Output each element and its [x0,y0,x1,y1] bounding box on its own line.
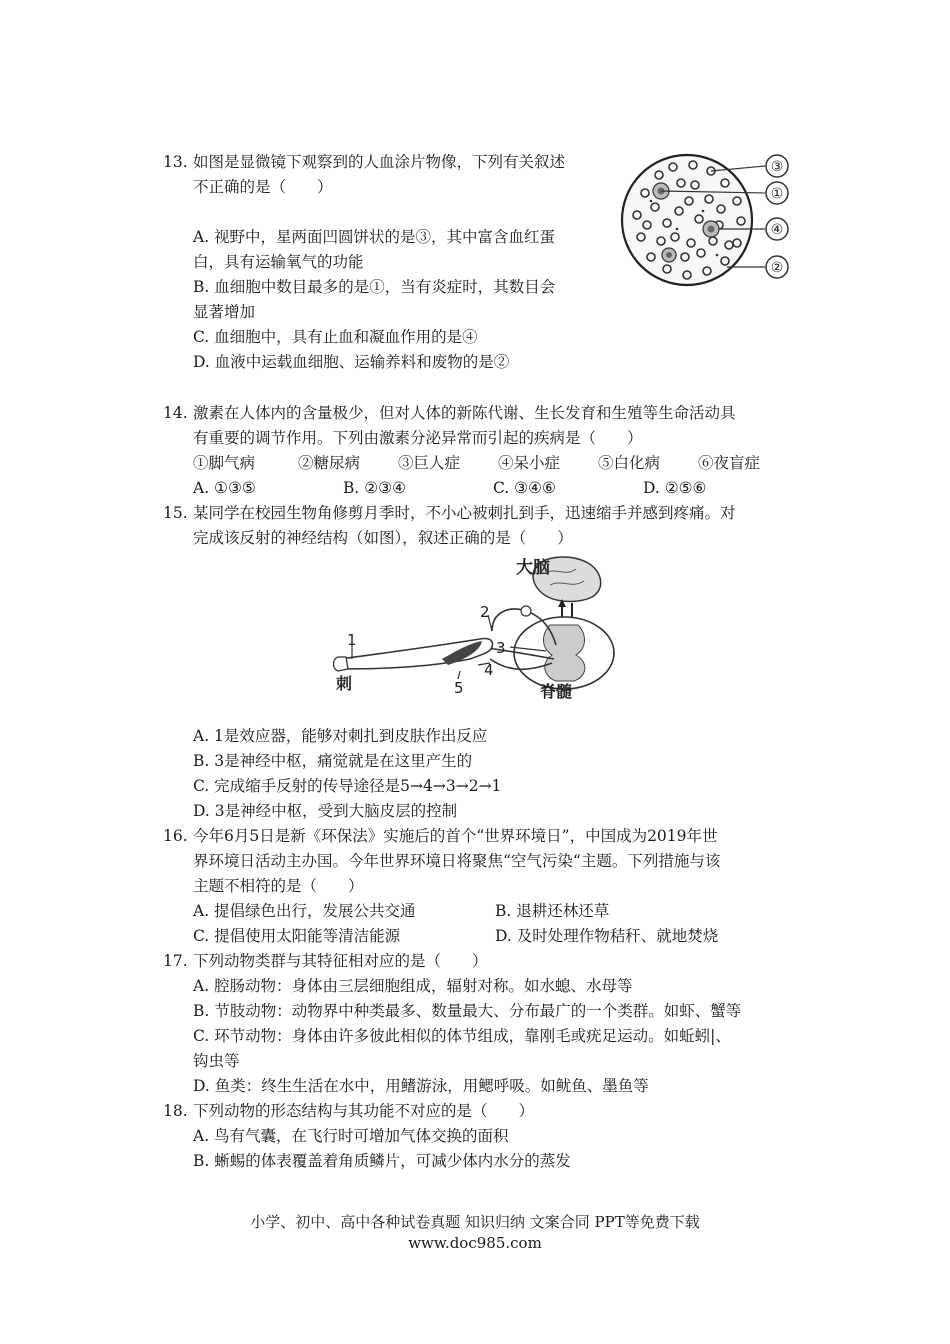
figure-label: ② [770,260,784,276]
question-number: 17. [163,952,188,970]
figure-label-spine: 脊髓 [540,682,573,701]
option-d: D. 鱼类：终生生活在水中，用鳍游泳，用鳃呼吸。如鱿鱼、墨鱼等 [193,1077,649,1095]
figure-label: ③ [770,159,784,175]
figure-label: 4 [484,661,494,679]
question-stem: 不正确的是（ ） [193,178,333,196]
figure-label: ① [770,186,784,202]
option-a: A. 腔肠动物：身体由三层细胞组成，辐射对称。如水螅、水母等 [193,977,633,995]
option-b: B. 节肢动物：动物界中种类最多、数量最大、分布最广的一个类群。如虾、蟹等 [193,1002,742,1020]
list-item: ⑥夜盲症 [698,454,761,472]
blood-smear-figure [615,145,815,295]
footer-line: 小学、初中、高中各种试卷真题 知识归纳 文案合同 PPT等免费下载 [250,1213,700,1231]
question-number: 18. [163,1102,188,1120]
option-c: C. 环节动物：身体由许多彼此相似的体节组成，靠刚毛或疣足运动。如蚯蚓|、 [193,1027,731,1045]
option-b-cont: 显著增加 [193,303,256,321]
question-stem: 如图是显微镜下观察到的人血涂片物像，下列有关叙述 [193,153,566,171]
option-b: B. ②③④ [343,479,406,497]
list-item: ③巨人症 [398,454,461,472]
question-stem: 下列动物类群与其特征相对应的是（ ） [193,952,488,970]
question-stem: 有重要的调节作用。下列由激素分泌异常而引起的疾病是（ ） [193,429,643,447]
question-stem: 今年6月5日是新《环保法》实施后的首个“世界环境日”，中国成为2019年世 [193,827,718,845]
option-d: D. 血液中运载血细胞、运输养料和废物的是② [193,353,510,371]
question-number: 16. [163,827,188,845]
list-item: ④呆小症 [498,454,561,472]
option-c: C. 血细胞中，具有止血和凝血作用的是④ [193,328,478,346]
option-a: A. 提倡绿色出行，发展公共交通 [193,902,416,920]
figure-label: 1 [347,631,357,649]
figure-label-thorn: 刺 [336,674,353,693]
list-item: ②糖尿病 [298,454,361,472]
option-d: D. 及时处理作物秸秆、就地焚烧 [495,927,719,945]
option-a-cont: 白，具有运输氧气的功能 [193,253,364,271]
option-a: A. ①③⑤ [193,479,256,497]
option-b: B. 3是神经中枢，痛觉就是在这里产生的 [193,752,473,770]
question-stem: 界环境日活动主办国。今年世界环境日将聚焦“空气污染“主题。下列措施与该 [193,852,721,870]
option-b: B. 退耕还林还草 [495,902,610,920]
list-item: ⑤白化病 [598,454,661,472]
question-number: 13. [163,153,188,171]
reflex-arc-figure [330,555,630,705]
option-c: C. ③④⑥ [493,479,556,497]
figure-label-brain: 大脑 [516,558,550,578]
option-d: D. ②⑤⑥ [643,479,707,497]
figure-label: 3 [496,639,506,657]
footer-url[interactable]: www.doc985.com [408,1234,542,1252]
figure-label: 5 [454,679,464,697]
question-number: 14. [163,404,188,422]
option-c-cont: 钩虫等 [193,1052,240,1070]
question-stem: 主题不相符的是（ ） [193,877,364,895]
question-stem: 完成该反射的神经结构（如图），叙述正确的是（ ） [193,529,573,547]
option-a: A. 视野中，星两面凹圆饼状的是③，其中富含血红蛋 [193,228,556,246]
option-a: A. 1是效应器，能够对刺扎到皮肤作出反应 [193,727,488,745]
list-item: ①脚气病 [193,454,256,472]
question-number: 15. [163,504,188,522]
figure-label: 2 [480,603,490,621]
figure-label: ④ [770,222,784,238]
option-a: A. 鸟有气囊，在飞行时可增加气体交换的面积 [193,1127,509,1145]
option-c: C. 提倡使用太阳能等清洁能源 [193,927,401,945]
question-stem: 激素在人体内的含量极少，但对人体的新陈代谢、生长发育和生殖等生命活动具 [193,404,736,422]
option-d: D. 3是神经中枢，受到大脑皮层的控制 [193,802,458,820]
option-b: B. 血细胞中数目最多的是①，当有炎症时，其数目会 [193,278,556,296]
option-c: C. 完成缩手反射的传导途径是5→4→3→2→1 [193,777,502,795]
question-stem: 某同学在校园生物角修剪月季时，不小心被刺扎到手，迅速缩手并感到疼痛。对 [193,504,736,522]
question-stem: 下列动物的形态结构与其功能不对应的是（ ） [193,1102,535,1120]
option-b: B. 蜥蜴的体表覆盖着角质鳞片，可减少体内水分的蒸发 [193,1152,571,1170]
